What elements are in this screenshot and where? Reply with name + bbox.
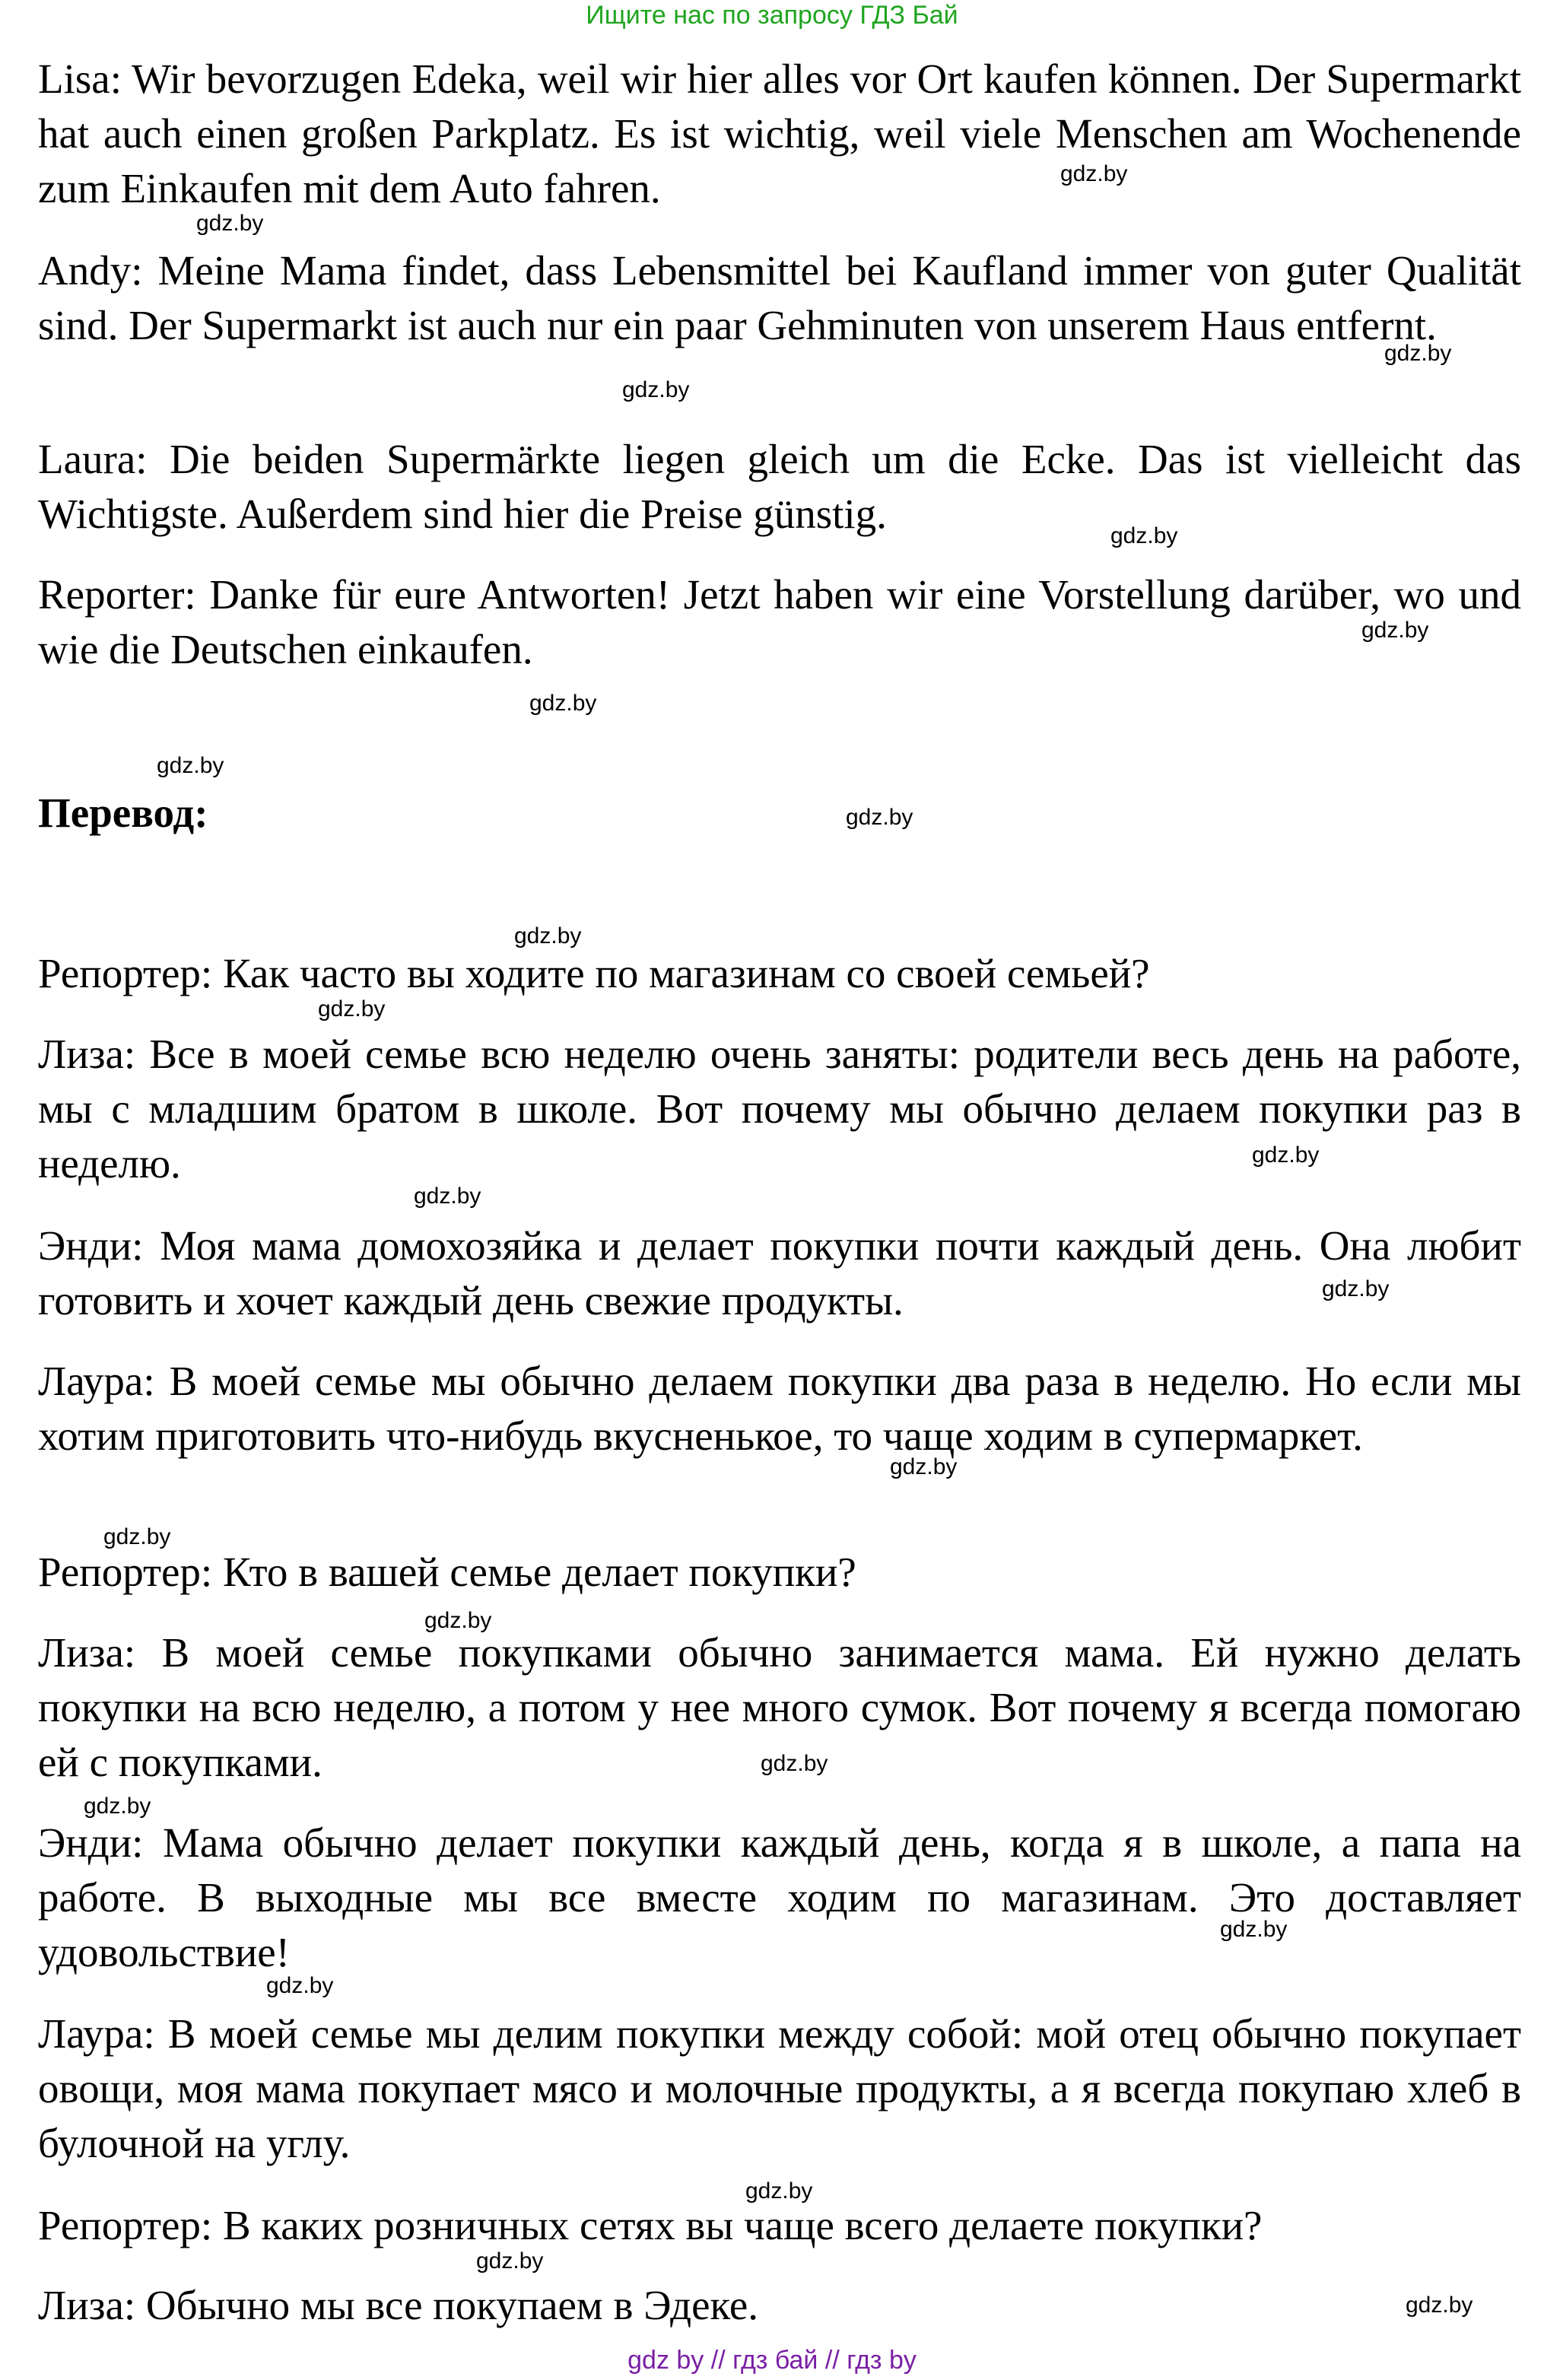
watermark: gdz.by [761, 1751, 828, 1776]
watermark: gdz.by [1406, 2293, 1473, 2318]
watermark: gdz.by [745, 2178, 813, 2204]
russian-paragraph-laura-2: Лаура: В моей семье мы делим покупки между собой: мой отец обычно покупает овощи, моя мама покупает мясо и молочные продукты, а я всегда покупаю хлеб в булочной на углу. [38, 2010, 1521, 2166]
watermark: gdz.by [622, 377, 690, 402]
german-paragraph-laura: Laura: Die beiden Supermärkte liegen gleich um die Ecke. Das ist vielleicht das Wichtigste. Außerdem sind hier die Preise günstig. [38, 436, 1521, 537]
watermark: gdz.by [476, 2248, 544, 2274]
translation-heading: Перевод: [38, 790, 208, 836]
german-paragraph-lisa: Lisa: Wir bevorzugen Edeka, weil wir hier alles vor Ort kaufen können. Der Supermarkt hat auch einen großen Parkplatz. Es ist wichtig, weil viele Menschen am Wochenende zum Einkaufen mit dem Auto fahren. [38, 56, 1521, 211]
russian-paragraph-reporter-1: Репортер: Как часто вы ходите по магазинам со своей семьей? [38, 950, 1150, 996]
german-paragraph-andy: Andy: Meine Mama findet, dass Lebensmittel bei Kaufland immer von guter Qualität sind. Der Supermarkt ist auch nur ein paar Gehminuten von unserem Haus entfernt. [38, 247, 1521, 348]
watermark: gdz.by [1361, 618, 1429, 643]
russian-paragraph-laura-1: Лаура: В моей семье мы обычно делаем покупки два раза в неделю. Но если мы хотим приготовить что-нибудь вкусненькое, то чаще ходим в супермаркет. [38, 1358, 1521, 1459]
watermark: gdz.by [424, 1608, 492, 1633]
watermark: gdz.by [1220, 1917, 1288, 1942]
watermark: gdz.by [266, 1973, 334, 1998]
watermark: gdz.by [1384, 341, 1452, 366]
watermark: gdz.by [1110, 523, 1178, 548]
watermark: gdz.by [414, 1184, 481, 1209]
german-paragraph-reporter: Reporter: Danke für eure Antworten! Jetzt haben wir eine Vorstellung darüber, wo und wie die Deutschen einkaufen. [38, 571, 1521, 672]
russian-paragraph-andy-2: Энди: Мама обычно делает покупки каждый день, когда я в школе, а папа на работе. В выходные мы все вместе ходим по магазинам. Это доставляет удовольствие! [38, 1819, 1521, 1975]
watermark: gdz.by [1060, 161, 1128, 186]
russian-paragraph-reporter-2: Репортер: Кто в вашей семье делает покупки? [38, 1549, 856, 1595]
footer-links[interactable]: gdz by // гдз бай // гдз by [627, 2346, 917, 2375]
russian-paragraph-liza-1: Лиза: Все в моей семье всю неделю очень заняты: родители весь день на работе, мы с младшим братом в школе. Вот почему мы обычно делаем покупки раз в неделю. [38, 1031, 1521, 1187]
watermark: gdz.by [890, 1454, 958, 1479]
russian-paragraph-andy-1: Энди: Моя мама домохозяйка и делает покупки почти каждый день. Она любит готовить и хочет каждый день свежие продукты. [38, 1222, 1521, 1323]
russian-paragraph-liza-3: Лиза: Обычно мы все покупаем в Эдеке. [38, 2282, 759, 2328]
search-hint-link[interactable]: Ищите нас по запросу ГДЗ Бай [586, 1, 958, 30]
watermark: gdz.by [103, 1524, 171, 1549]
watermark: gdz.by [196, 211, 264, 236]
watermark: gdz.by [1322, 1276, 1390, 1301]
russian-paragraph-liza-2: Лиза: В моей семье покупками обычно занимается мама. Ей нужно делать покупки на всю неделю, а потом у нее много сумок. Вот почему я всегда помогаю ей с покупками. [38, 1629, 1521, 1785]
watermark: gdz.by [529, 691, 597, 716]
watermark: gdz.by [514, 923, 582, 949]
russian-paragraph-reporter-3: Репортер: В каких розничных сетях вы чаще всего делаете покупки? [38, 2202, 1263, 2248]
watermark: gdz.by [157, 753, 224, 778]
watermark: gdz.by [1252, 1142, 1320, 1168]
watermark: gdz.by [318, 996, 386, 1022]
watermark: gdz.by [846, 805, 913, 830]
watermark: gdz.by [84, 1794, 151, 1819]
